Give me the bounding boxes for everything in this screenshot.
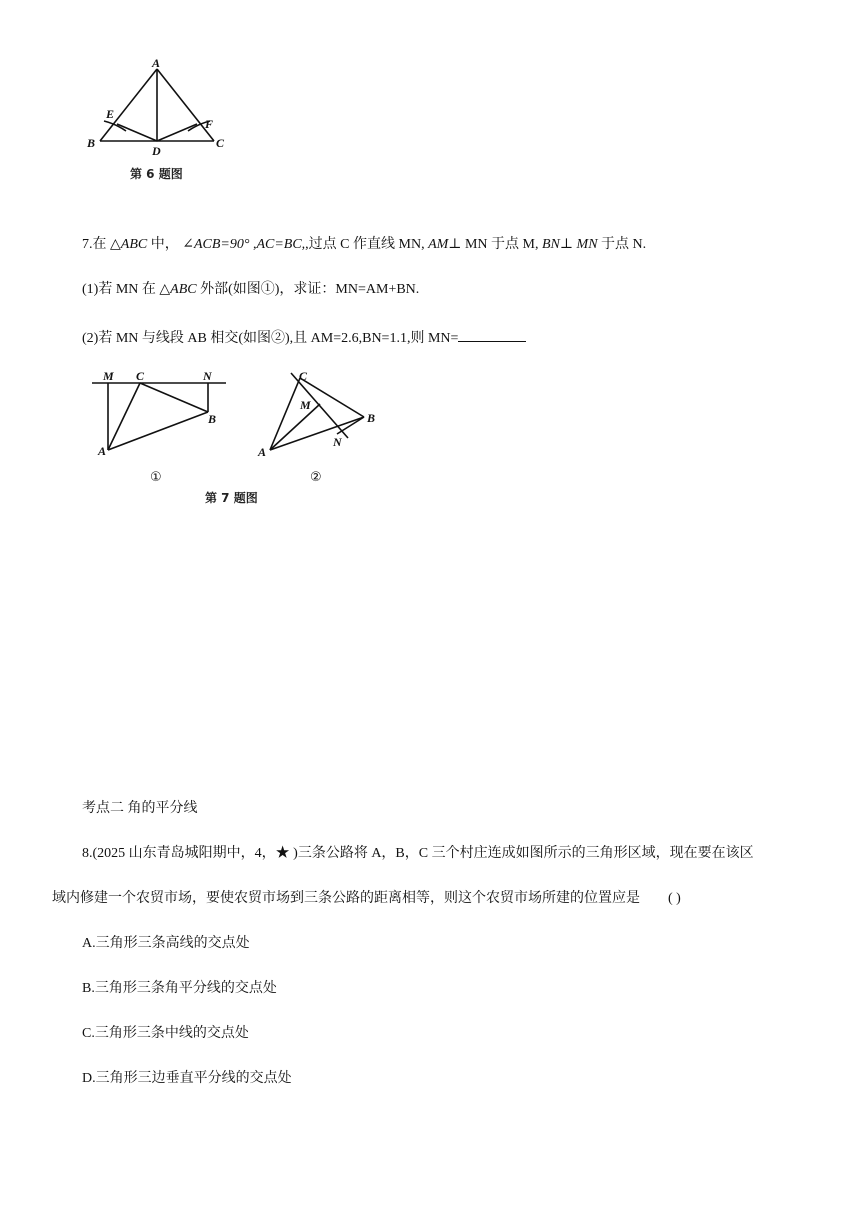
fig6-label-e: E [106, 107, 115, 121]
fig7b-label-b: B [367, 411, 376, 425]
q7-bn: BN [541, 237, 560, 252]
fig6-label-c: C [216, 136, 225, 150]
fig6-label-b: B [87, 136, 96, 150]
q8-line2 [52, 889, 681, 909]
q7-mn: MN [576, 237, 598, 252]
q8-line2-text: 域内修建一个农贸市场，要使农贸市场到三条公路的距离相等，则这个农贸市场所建的位置应是 [52, 891, 640, 906]
fig7a-label-c: C [136, 369, 145, 383]
fig7a-label-a: A [98, 444, 107, 458]
q7-part1-triangle: △ABC [159, 282, 197, 297]
q8-option-b[interactable]: B.三角形三条角平分线的交点处 [82, 981, 277, 996]
q7-angle: ∠ACB=90° [182, 237, 250, 252]
q8-option-c[interactable]: C.三角形三条中线的交点处 [82, 1026, 249, 1041]
q7-part1-prefix: (1)若 MN 在 [82, 282, 160, 297]
fig7b-label-c: C [299, 369, 308, 383]
q7-mid2: , [249, 237, 257, 252]
fig6-caption: 第 6 题图 [130, 167, 183, 181]
fig6-label-a: A [152, 56, 161, 70]
section-title: 考点二 角的平分线 [82, 801, 198, 816]
fig7a-label-b: B [208, 412, 217, 426]
fig7a-number: ① [150, 470, 162, 485]
fig7a-label-m: M [103, 369, 114, 383]
fig7-caption: 第 7 题图 [205, 491, 258, 505]
fig7b-label-n: N [333, 435, 342, 449]
q8-option-d[interactable]: D.三角形三边垂直平分线的交点处 [82, 1071, 292, 1086]
q7-mid3: ,过点 C 作直线 MN, [305, 237, 429, 252]
q7-am: AM [428, 237, 449, 252]
q7-triangle: △ABC [110, 237, 148, 252]
q8-line1: 8.(2025 山东青岛城阳期中，4，★ )三条公路将 A，B，C 三个村庄连成如图所示的三角形区域，现在要在该区 [82, 846, 754, 861]
fig6-label-d: D [152, 144, 161, 158]
fig7a-label-n: N [203, 369, 212, 383]
q7-prefix: 7.在 [82, 237, 110, 252]
q7-part1-suffix: 外部(如图①)，求证：MN=AM+BN. [196, 282, 420, 297]
fig7b-label-a: A [258, 445, 267, 459]
fig7b-number: ② [310, 470, 322, 485]
fig7b-label-m: M [300, 398, 311, 412]
q7-perp2: ⊥ [559, 237, 577, 252]
q7-equality: AC=BC, [256, 237, 306, 252]
q7-perp1: ⊥ MN 于点 M, [448, 237, 542, 252]
q7-part2-text: (2)若 MN 与线段 AB 相交(如图②),且 AM=2.6,BN=1.1,则 MN= [82, 331, 459, 346]
q8-option-a[interactable]: A.三角形三条高线的交点处 [82, 936, 250, 951]
q7-end: 于点 N. [597, 237, 647, 252]
fig6-label-f: F [205, 117, 214, 131]
q8-answer-paren[interactable]: ( ) [668, 891, 681, 906]
figure-7 [0, 0, 860, 520]
q7-mid1: 中， [147, 237, 183, 252]
